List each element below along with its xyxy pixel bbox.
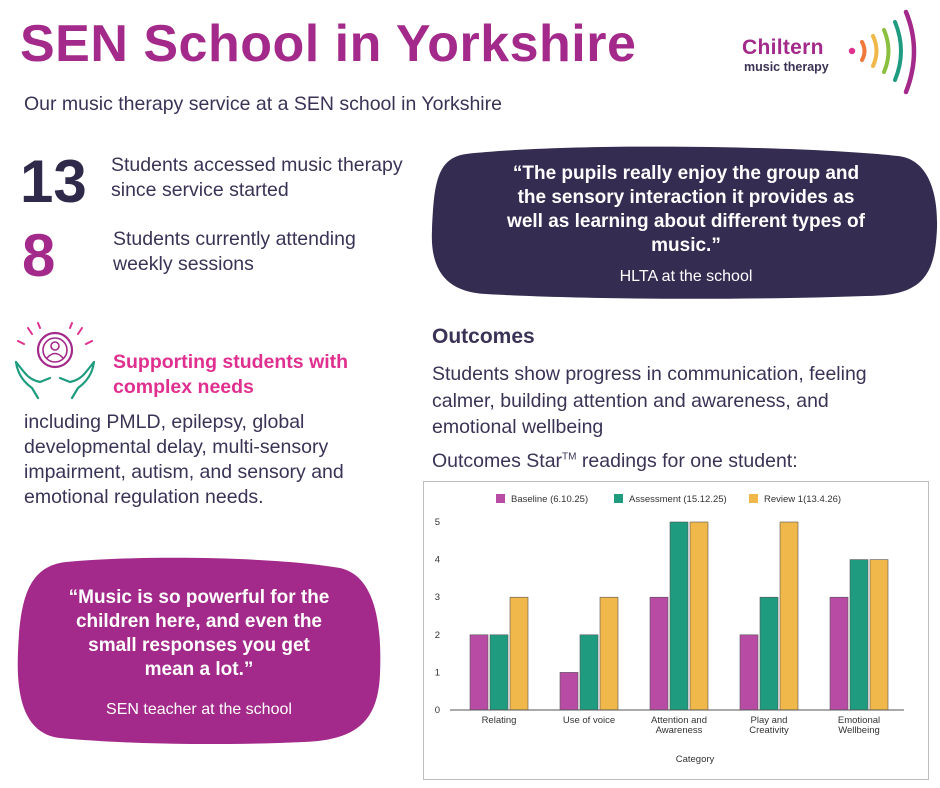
legend-label: Baseline (6.10.25) — [511, 494, 589, 505]
quote-hlta-line: well as learning about different types of — [507, 211, 865, 232]
legend-label: Review 1(13.4.26) — [764, 494, 842, 505]
legend-swatch — [614, 494, 623, 503]
quote-sen-attribution: SEN teacher at the school — [106, 701, 292, 718]
quote-hlta — [426, 146, 940, 300]
outcomes-star-suffix: readings for one student: — [576, 450, 798, 472]
y-tick-label: 4 — [434, 554, 440, 566]
x-tick-label: Awareness — [655, 725, 703, 736]
y-tick-label: 0 — [434, 705, 440, 716]
chiltern-logo — [740, 4, 930, 100]
outcomes-heading: Outcomes — [432, 325, 535, 348]
page-title: SEN School in Yorkshire — [20, 15, 637, 73]
outcomes-star-label: Outcomes Star — [432, 450, 563, 472]
bar — [670, 522, 688, 710]
stat-total-number: 13 — [20, 148, 87, 215]
outcomes-chart — [423, 481, 929, 780]
x-tick-label: Attention and — [651, 715, 707, 726]
page-subtitle: Our music therapy service at a SEN school in Yorkshire — [24, 93, 502, 115]
y-tick-label: 2 — [434, 629, 440, 641]
support-body: including PMLD, epilepsy, global developmental delay, multi-sensory impairment, autism, and sensory and emotional regulation needs. — [24, 411, 344, 508]
bar — [470, 635, 488, 710]
x-tick-label: Creativity — [749, 725, 789, 736]
quote-hlta-line: the sensory interaction it provides as — [517, 187, 855, 208]
legend-swatch — [749, 494, 758, 503]
bar — [690, 522, 708, 710]
stat-total-text: Students accessed music therapy since service started — [111, 154, 403, 201]
bar — [580, 635, 598, 710]
y-tick-label: 1 — [434, 667, 440, 679]
y-tick-label: 3 — [434, 592, 440, 604]
bar — [510, 597, 528, 710]
bar — [560, 672, 578, 710]
quote-hlta-attribution: HLTA at the school — [619, 268, 753, 285]
legend-label: Assessment (15.12.25) — [629, 494, 727, 505]
trademark-mark: TM — [562, 451, 577, 463]
sound-wave-icon — [840, 4, 940, 100]
outcomes-body: Students show progress in communication, feeling calmer, building attention and awareness, and emotional wellbeing — [432, 363, 867, 438]
bar — [740, 635, 758, 710]
bar — [830, 597, 848, 710]
stat-current-number: 8 — [22, 222, 56, 289]
quote-sen-line: mean a lot.” — [144, 659, 254, 680]
logo-brand: Chiltern — [742, 36, 824, 59]
x-tick-label: Use of voice — [562, 715, 616, 726]
y-tick-label: 5 — [434, 517, 440, 528]
logo-tagline: music therapy — [744, 60, 829, 74]
bar — [850, 560, 868, 710]
outcomes-bar-chart — [424, 482, 928, 779]
bar — [650, 597, 668, 710]
x-tick-label: Relating — [481, 715, 517, 726]
support-heading: Supporting students with complex needs — [113, 351, 349, 398]
quote-hlta-line: “The pupils really enjoy the group and — [512, 163, 860, 184]
stat-current-text: Students currently attending weekly sessions — [113, 228, 356, 275]
bar — [600, 597, 618, 710]
legend-swatch — [496, 494, 505, 503]
quote-sen-line: small responses you get — [88, 635, 310, 656]
bar — [870, 560, 888, 710]
quote-sen-line: “Music is so powerful for the — [68, 587, 330, 608]
x-tick-label: Wellbeing — [838, 725, 880, 736]
x-axis-title: Category — [675, 754, 715, 765]
quote-sen-teacher — [14, 556, 384, 744]
quote-sen-line: children here, and even the — [75, 611, 323, 632]
bar — [780, 522, 798, 710]
bar — [760, 597, 778, 710]
x-tick-label: Emotional — [837, 715, 881, 726]
hands-holding-person-icon — [12, 322, 98, 402]
outcomes-star-caption — [432, 450, 798, 473]
quote-hlta-line: music.” — [651, 235, 721, 256]
bar — [490, 635, 508, 710]
x-tick-label: Play and — [750, 715, 788, 726]
